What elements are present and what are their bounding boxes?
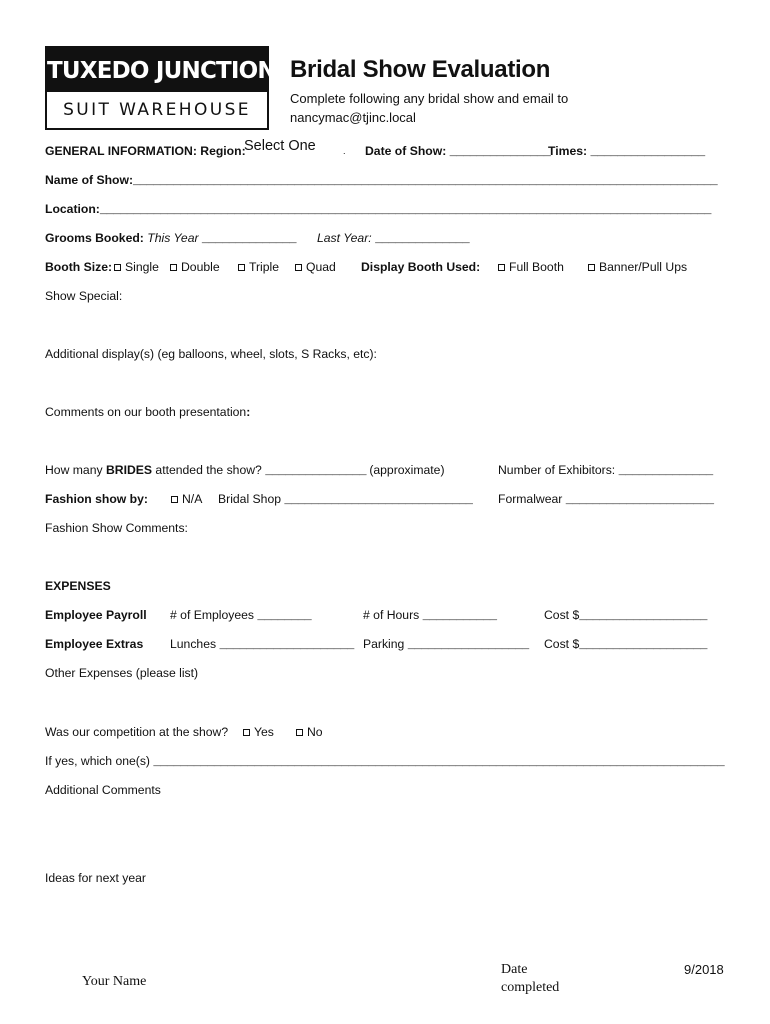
formalwear-field[interactable]: ______________________ (565, 493, 714, 507)
parking-label: Parking (363, 637, 405, 651)
booth-comments-colon: : (246, 405, 251, 419)
display-option-label: Full Booth (509, 260, 564, 274)
brides-approx: (approximate) (369, 463, 445, 477)
booth-option-single[interactable] (114, 260, 159, 274)
this-year-field[interactable]: ______________ (201, 232, 296, 246)
competition-no-label: No (307, 725, 323, 739)
general-info-label: GENERAL INFORMATION: Region: (45, 144, 246, 158)
your-name-label: Your Name (82, 974, 147, 989)
lunches-label: Lunches (170, 637, 217, 651)
name-of-show-row (45, 173, 717, 188)
brides-prefix: How many (45, 463, 106, 477)
date-completed-label-1: Date (501, 962, 528, 977)
logo-line-1: TUXEDO JUNCTION (47, 48, 267, 92)
booth-option-quad[interactable] (295, 260, 336, 274)
parking-field[interactable]: __________________ (407, 638, 529, 652)
parking-row (363, 637, 529, 652)
checkbox-icon[interactable] (238, 264, 245, 271)
booth-option-label: Triple (249, 260, 280, 274)
other-expenses-label: Other Expenses (please list) (45, 666, 199, 680)
brides-row (45, 463, 445, 478)
hours-field[interactable]: ___________ (422, 609, 497, 623)
booth-comments-text: Comments on our booth presentation (45, 405, 247, 419)
times-label: Times: (548, 144, 588, 158)
hours-row (363, 608, 496, 623)
form-version: 9/2018 (684, 962, 724, 977)
booth-comments-label (45, 405, 250, 419)
booth-option-label: Double (181, 260, 220, 274)
checkbox-icon[interactable] (114, 264, 121, 271)
booth-size-label: Booth Size: (45, 260, 113, 274)
region-select[interactable]: Select One (244, 138, 316, 154)
show-special-label: Show Special: (45, 289, 123, 303)
checkbox-icon[interactable] (296, 729, 303, 736)
last-year-field[interactable]: ______________ (375, 232, 470, 246)
date-of-show-field[interactable]: _______________ (449, 145, 551, 159)
checkbox-icon[interactable] (243, 729, 250, 736)
page-title: Bridal Show Evaluation (290, 56, 551, 83)
bridal-shop-field[interactable]: ____________________________ (284, 493, 473, 507)
last-year-label: Last Year: (317, 231, 372, 245)
date-of-show-row (365, 144, 550, 159)
competition-option-no[interactable] (296, 725, 323, 739)
checkbox-icon[interactable] (171, 496, 178, 503)
grooms-booked-label: Grooms Booked: (45, 231, 144, 245)
extras-cost-row (544, 637, 707, 652)
exhibitors-label: Number of Exhibitors: (498, 463, 616, 477)
fashion-comments-label: Fashion Show Comments: (45, 521, 188, 535)
fashion-show-label: Fashion show by: (45, 492, 148, 506)
checkbox-icon[interactable] (295, 264, 302, 271)
instructions-email: nancymac@tjinc.local (290, 110, 416, 125)
employee-extras-label: Employee Extras (45, 637, 144, 651)
location-label: Location: (45, 202, 100, 216)
competition-yes-label: Yes (254, 725, 274, 739)
display-option-banner[interactable] (588, 260, 687, 274)
display-option-label: Banner/Pull Ups (599, 260, 688, 274)
location-row (45, 202, 711, 217)
payroll-cost-row (544, 608, 707, 623)
booth-option-label: Single (125, 260, 159, 274)
employees-label: # of Employees (170, 608, 255, 622)
payroll-cost-field[interactable]: ___________________ (579, 609, 707, 623)
employees-row (170, 608, 311, 623)
instructions-line-1: Complete following any bridal show and email to (290, 91, 569, 106)
extras-cost-label: Cost $ (544, 637, 580, 651)
extras-cost-field[interactable]: ___________________ (579, 638, 707, 652)
additional-display-label: Additional display(s) (eg balloons, wheel, slots, S Racks, etc): (45, 347, 377, 361)
name-of-show-field[interactable]: _______________________________________________________________________________________ (133, 174, 718, 188)
date-completed-label-2: completed (501, 980, 560, 995)
additional-comments-label: Additional Comments (45, 783, 161, 797)
exhibitors-field[interactable]: ______________ (618, 464, 713, 478)
last-year-row (317, 231, 469, 246)
hours-label: # of Hours (363, 608, 420, 622)
brides-bold: BRIDES (105, 463, 153, 477)
region-dropdown-marker[interactable]: . (343, 146, 346, 156)
bridal-shop-label: Bridal Shop (218, 492, 282, 506)
lunches-field[interactable]: ____________________ (219, 638, 354, 652)
company-logo (45, 46, 276, 130)
lunches-row (170, 637, 354, 652)
booth-option-label: Quad (306, 260, 336, 274)
booth-option-triple[interactable] (238, 260, 279, 274)
location-field[interactable]: ___________________________________________________________________________________________ (99, 203, 711, 217)
exhibitors-row (498, 463, 713, 478)
competition-option-yes[interactable] (243, 725, 274, 739)
competition-which-label: If yes, which one(s) (45, 754, 150, 768)
expenses-heading: EXPENSES (45, 579, 111, 593)
this-year-label: This Year (147, 231, 199, 245)
name-of-show-label: Name of Show: (45, 173, 134, 187)
times-field[interactable]: _________________ (590, 145, 705, 159)
brides-suffix: attended the show? (152, 463, 262, 477)
booth-option-double[interactable] (170, 260, 220, 274)
times-row (548, 144, 705, 159)
checkbox-icon[interactable] (498, 264, 505, 271)
competition-which-field[interactable]: _____________________________________________________________________________________ (153, 755, 725, 769)
fashion-na-label: N/A (182, 492, 203, 506)
competition-which-row (45, 754, 724, 769)
ideas-label: Ideas for next year (45, 871, 146, 885)
brides-count-field[interactable]: _______________ (265, 464, 366, 478)
competition-question: Was our competition at the show? (45, 725, 229, 739)
display-option-full-booth[interactable] (498, 260, 564, 274)
checkbox-icon[interactable] (588, 264, 595, 271)
logo-line-2: SUIT WAREHOUSE (63, 100, 251, 120)
checkbox-icon[interactable] (170, 264, 177, 271)
bridal-shop-row (218, 492, 472, 507)
fashion-option-na[interactable] (171, 492, 202, 506)
grooms-booked-row (45, 231, 296, 246)
formalwear-label: Formalwear (498, 492, 563, 506)
formalwear-row (498, 492, 713, 507)
date-of-show-label: Date of Show: (365, 144, 447, 158)
payroll-cost-label: Cost $ (544, 608, 580, 622)
employees-field[interactable]: ________ (257, 609, 312, 623)
employee-payroll-label: Employee Payroll (45, 608, 147, 622)
display-booth-label: Display Booth Used: (361, 260, 481, 274)
